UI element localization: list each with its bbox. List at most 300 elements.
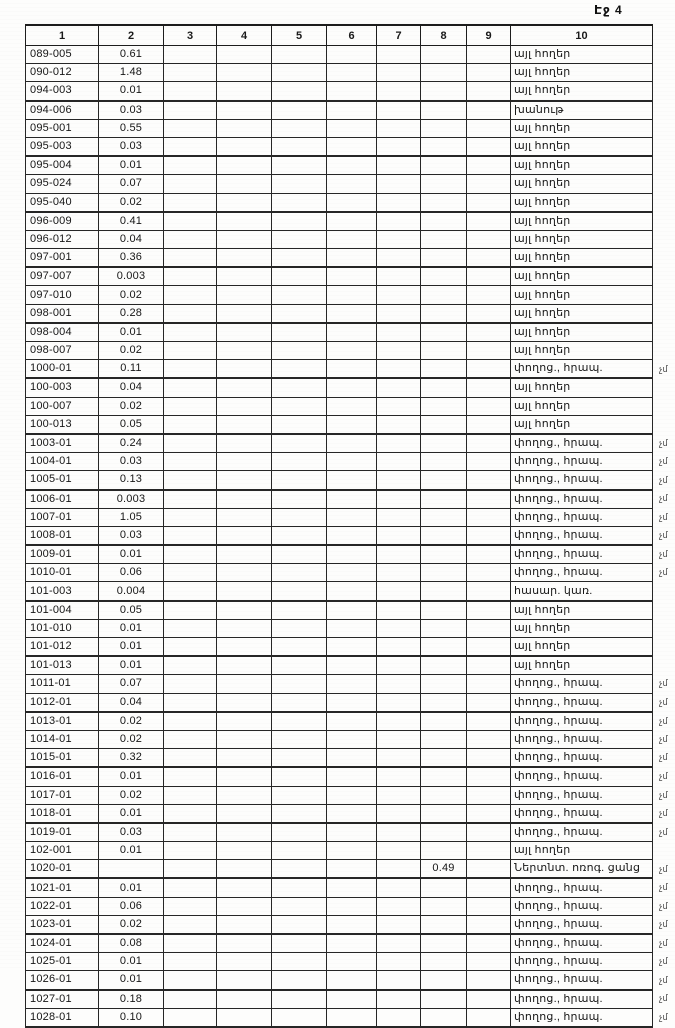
- empty-cell: [217, 471, 272, 490]
- empty-cell: [327, 526, 377, 545]
- land-use-cell: փողոց., հրապ.: [511, 767, 653, 786]
- area-value-cell: 0.01: [99, 82, 164, 101]
- area-value-cell: 0.03: [99, 823, 164, 842]
- empty-cell: [217, 193, 272, 212]
- table-row: [26, 397, 675, 415]
- margin-mark: [653, 378, 675, 397]
- empty-cell: [217, 378, 272, 397]
- area-value-cell: 0.01: [99, 842, 164, 860]
- empty-cell: [164, 564, 217, 582]
- margin-mark: [653, 64, 675, 82]
- empty-cell: [164, 823, 217, 842]
- col8-value-cell: [421, 693, 467, 712]
- col8-value-cell: [421, 378, 467, 397]
- empty-cell: [327, 378, 377, 397]
- empty-cell: [377, 286, 421, 304]
- empty-cell: [164, 360, 217, 379]
- empty-cell: [272, 415, 327, 434]
- empty-cell: [327, 230, 377, 248]
- empty-cell: [272, 360, 327, 379]
- empty-cell: [327, 953, 377, 971]
- empty-cell: [164, 878, 217, 897]
- empty-cell: [272, 971, 327, 990]
- area-value-cell: 0.02: [99, 397, 164, 415]
- land-use-cell: փողոց., հրապ.: [511, 915, 653, 934]
- margin-mark: [653, 82, 675, 101]
- empty-cell: [272, 878, 327, 897]
- parcel-code-cell: 095-024: [26, 175, 99, 193]
- empty-cell: [217, 842, 272, 860]
- empty-cell: [272, 175, 327, 193]
- empty-cell: [217, 508, 272, 526]
- parcel-code-cell: 095-003: [26, 137, 99, 156]
- empty-cell: [164, 804, 217, 823]
- empty-cell: [217, 878, 272, 897]
- parcel-code-cell: 094-006: [26, 101, 99, 120]
- empty-cell: [164, 342, 217, 360]
- empty-cell: [217, 82, 272, 101]
- empty-cell: [217, 64, 272, 82]
- land-use-cell: այլ հողեր: [511, 212, 653, 231]
- empty-cell: [217, 415, 272, 434]
- empty-cell: [327, 786, 377, 804]
- parcel-code-cell: 097-007: [26, 267, 99, 286]
- area-value-cell: 0.03: [99, 526, 164, 545]
- empty-cell: [377, 119, 421, 137]
- empty-cell: [467, 508, 511, 526]
- table-row: [26, 786, 675, 804]
- margin-mark: չմ: [659, 919, 668, 930]
- empty-cell: [467, 230, 511, 248]
- empty-cell: [327, 878, 377, 897]
- land-use-cell: փողոց., հրապ.: [511, 564, 653, 582]
- table-row: [26, 638, 675, 657]
- empty-cell: [377, 230, 421, 248]
- empty-cell: [272, 230, 327, 248]
- margin-mark: չմ: [659, 789, 668, 800]
- empty-cell: [327, 156, 377, 175]
- area-value-cell: 0.01: [99, 619, 164, 637]
- land-use-cell: փողոց., հրապ.: [511, 878, 653, 897]
- empty-cell: [164, 842, 217, 860]
- margin-mark: [653, 267, 675, 286]
- empty-cell: [327, 601, 377, 620]
- empty-cell: [467, 915, 511, 934]
- empty-cell: [377, 360, 421, 379]
- empty-cell: [377, 878, 421, 897]
- empty-cell: [467, 878, 511, 897]
- empty-cell: [327, 212, 377, 231]
- empty-cell: [164, 582, 217, 601]
- empty-cell: [164, 656, 217, 675]
- margin-mark: չմ: [659, 882, 668, 893]
- col8-value-cell: 0.49: [421, 860, 467, 879]
- table-row: [26, 193, 675, 212]
- empty-cell: [164, 175, 217, 193]
- empty-cell: [272, 786, 327, 804]
- empty-cell: [377, 730, 421, 748]
- col8-value-cell: [421, 137, 467, 156]
- col8-value-cell: [421, 434, 467, 453]
- empty-cell: [467, 842, 511, 860]
- area-value-cell: 0.13: [99, 471, 164, 490]
- col8-value-cell: [421, 712, 467, 731]
- area-value-cell: 0.02: [99, 286, 164, 304]
- table-row: [26, 137, 675, 156]
- parcel-code-cell: 1015-01: [26, 749, 99, 768]
- margin-mark: [653, 601, 675, 620]
- empty-cell: [467, 526, 511, 545]
- empty-cell: [217, 749, 272, 768]
- empty-cell: [377, 471, 421, 490]
- table-row: [26, 767, 675, 786]
- area-value-cell: 0.01: [99, 545, 164, 564]
- area-value-cell: 0.02: [99, 193, 164, 212]
- empty-cell: [377, 212, 421, 231]
- column-header-1: 1: [26, 25, 99, 46]
- margin-mark: չմ: [659, 1012, 668, 1023]
- empty-cell: [377, 453, 421, 471]
- empty-cell: [272, 397, 327, 415]
- table-row: [26, 564, 675, 582]
- margin-mark: չմ: [659, 530, 668, 541]
- land-use-cell: փողոց., հրապ.: [511, 508, 653, 526]
- empty-cell: [217, 304, 272, 323]
- empty-cell: [217, 730, 272, 748]
- empty-cell: [467, 545, 511, 564]
- margin-mark: չմ: [659, 956, 668, 967]
- empty-cell: [217, 156, 272, 175]
- empty-cell: [467, 212, 511, 231]
- area-value-cell: 0.11: [99, 360, 164, 379]
- empty-cell: [272, 693, 327, 712]
- empty-cell: [272, 804, 327, 823]
- empty-cell: [327, 675, 377, 693]
- table-row: [26, 342, 675, 360]
- empty-cell: [467, 415, 511, 434]
- col8-value-cell: [421, 156, 467, 175]
- empty-cell: [164, 619, 217, 637]
- parcel-code-cell: 1009-01: [26, 545, 99, 564]
- empty-cell: [467, 730, 511, 748]
- area-value-cell: 0.01: [99, 156, 164, 175]
- parcel-code-cell: 1005-01: [26, 471, 99, 490]
- empty-cell: [164, 323, 217, 342]
- col8-value-cell: [421, 323, 467, 342]
- empty-cell: [377, 137, 421, 156]
- table-row: [26, 675, 675, 693]
- empty-cell: [327, 915, 377, 934]
- table-row: [26, 601, 675, 620]
- empty-cell: [327, 249, 377, 268]
- empty-cell: [217, 786, 272, 804]
- empty-cell: [467, 119, 511, 137]
- land-use-cell: Ներտնտ. ոռոգ. ցանց: [511, 860, 653, 879]
- land-use-cell: այլ հողեր: [511, 601, 653, 620]
- area-value-cell: 0.02: [99, 730, 164, 748]
- table-row: [26, 971, 675, 990]
- area-value-cell: 0.18: [99, 990, 164, 1009]
- area-value-cell: 0.004: [99, 582, 164, 601]
- empty-cell: [272, 156, 327, 175]
- empty-cell: [467, 619, 511, 637]
- empty-cell: [164, 101, 217, 120]
- empty-cell: [272, 212, 327, 231]
- parcel-code-cell: 1021-01: [26, 878, 99, 897]
- empty-cell: [467, 193, 511, 212]
- empty-cell: [164, 860, 217, 879]
- area-value-cell: 0.04: [99, 693, 164, 712]
- empty-cell: [217, 990, 272, 1009]
- table-header-row: [26, 25, 675, 46]
- column-header-7: 7: [377, 25, 421, 46]
- empty-cell: [272, 267, 327, 286]
- empty-cell: [467, 601, 511, 620]
- col8-value-cell: [421, 64, 467, 82]
- table-row: [26, 471, 675, 490]
- parcel-code-cell: 1006-01: [26, 490, 99, 509]
- col8-value-cell: [421, 934, 467, 953]
- empty-cell: [217, 323, 272, 342]
- empty-cell: [272, 82, 327, 101]
- empty-cell: [272, 990, 327, 1009]
- margin-mark: չմ: [659, 937, 668, 948]
- margin-mark: [653, 249, 675, 268]
- column-header-6: 6: [327, 25, 377, 46]
- empty-cell: [467, 767, 511, 786]
- empty-cell: [377, 842, 421, 860]
- empty-cell: [217, 360, 272, 379]
- empty-cell: [377, 767, 421, 786]
- empty-cell: [327, 842, 377, 860]
- table-row: [26, 1008, 675, 1027]
- area-value-cell: 0.04: [99, 378, 164, 397]
- empty-cell: [272, 767, 327, 786]
- parcel-code-cell: 1017-01: [26, 786, 99, 804]
- area-value-cell: 0.06: [99, 897, 164, 915]
- parcel-code-cell: 100-003: [26, 378, 99, 397]
- parcel-code-cell: 1013-01: [26, 712, 99, 731]
- land-use-cell: փողոց., հրապ.: [511, 675, 653, 693]
- empty-cell: [272, 378, 327, 397]
- col8-value-cell: [421, 267, 467, 286]
- parcel-code-cell: 1003-01: [26, 434, 99, 453]
- col8-value-cell: [421, 730, 467, 748]
- empty-cell: [217, 453, 272, 471]
- empty-cell: [377, 564, 421, 582]
- margin-mark: չմ: [659, 771, 668, 782]
- parcel-code-cell: 1018-01: [26, 804, 99, 823]
- empty-cell: [467, 1008, 511, 1027]
- area-value-cell: 0.41: [99, 212, 164, 231]
- table-row: [26, 860, 675, 879]
- margin-mark: [653, 342, 675, 360]
- empty-cell: [217, 601, 272, 620]
- area-value-cell: 0.01: [99, 878, 164, 897]
- col8-value-cell: [421, 230, 467, 248]
- land-use-cell: այլ հողեր: [511, 304, 653, 323]
- empty-cell: [272, 823, 327, 842]
- margin-mark: [653, 286, 675, 304]
- parcel-code-cell: 090-012: [26, 64, 99, 82]
- land-use-cell: փողոց., հրապ.: [511, 990, 653, 1009]
- land-use-cell: այլ հողեր: [511, 175, 653, 193]
- empty-cell: [217, 212, 272, 231]
- empty-cell: [327, 453, 377, 471]
- table-row: [26, 119, 675, 137]
- empty-cell: [164, 193, 217, 212]
- margin-mark: չմ: [659, 752, 668, 763]
- area-value-cell: 0.01: [99, 638, 164, 657]
- empty-cell: [272, 137, 327, 156]
- empty-cell: [377, 64, 421, 82]
- land-use-cell: այլ հողեր: [511, 82, 653, 101]
- empty-cell: [327, 415, 377, 434]
- land-use-cell: փողոց., հրապ.: [511, 1008, 653, 1027]
- empty-cell: [272, 304, 327, 323]
- parcel-code-cell: 098-007: [26, 342, 99, 360]
- empty-cell: [217, 712, 272, 731]
- area-value-cell: 0.01: [99, 971, 164, 990]
- empty-cell: [327, 545, 377, 564]
- margin-mark: չմ: [659, 808, 668, 819]
- empty-cell: [327, 471, 377, 490]
- col8-value-cell: [421, 656, 467, 675]
- area-value-cell: 0.05: [99, 415, 164, 434]
- area-value-cell: 0.24: [99, 434, 164, 453]
- col8-value-cell: [421, 415, 467, 434]
- page-number-label: Էջ 4: [594, 3, 623, 17]
- land-use-cell: փողոց., հրապ.: [511, 360, 653, 379]
- empty-cell: [164, 378, 217, 397]
- land-use-cell: այլ հողեր: [511, 378, 653, 397]
- margin-mark: [653, 230, 675, 248]
- column-header-4: 4: [217, 25, 272, 46]
- area-value-cell: 0.003: [99, 267, 164, 286]
- parcel-code-cell: 1012-01: [26, 693, 99, 712]
- empty-cell: [217, 1008, 272, 1027]
- empty-cell: [467, 360, 511, 379]
- land-use-cell: այլ հողեր: [511, 230, 653, 248]
- empty-cell: [164, 1008, 217, 1027]
- empty-cell: [377, 582, 421, 601]
- empty-cell: [272, 490, 327, 509]
- empty-cell: [217, 230, 272, 248]
- parcel-code-cell: 1028-01: [26, 1008, 99, 1027]
- empty-cell: [217, 582, 272, 601]
- empty-cell: [164, 156, 217, 175]
- empty-cell: [272, 46, 327, 64]
- parcel-code-cell: 095-040: [26, 193, 99, 212]
- empty-cell: [217, 342, 272, 360]
- parcel-code-cell: 1019-01: [26, 823, 99, 842]
- col8-value-cell: [421, 286, 467, 304]
- land-use-cell: փողոց., հրապ.: [511, 749, 653, 768]
- empty-cell: [467, 934, 511, 953]
- empty-cell: [164, 712, 217, 731]
- margin-mark: չմ: [659, 474, 668, 485]
- margin-mark: չմ: [659, 548, 668, 559]
- table-row: [26, 990, 675, 1009]
- data-table: [25, 24, 675, 1028]
- parcel-code-cell: 1023-01: [26, 915, 99, 934]
- col8-value-cell: [421, 526, 467, 545]
- table-row: [26, 378, 675, 397]
- empty-cell: [164, 212, 217, 231]
- parcel-code-cell: 1011-01: [26, 675, 99, 693]
- empty-cell: [327, 82, 377, 101]
- table-row: [26, 64, 675, 82]
- empty-cell: [217, 675, 272, 693]
- col8-value-cell: [421, 971, 467, 990]
- col8-value-cell: [421, 953, 467, 971]
- empty-cell: [327, 267, 377, 286]
- area-value-cell: 1.48: [99, 64, 164, 82]
- empty-cell: [377, 82, 421, 101]
- empty-cell: [467, 397, 511, 415]
- empty-cell: [272, 453, 327, 471]
- empty-cell: [377, 193, 421, 212]
- empty-cell: [217, 860, 272, 879]
- table-row: [26, 823, 675, 842]
- empty-cell: [272, 471, 327, 490]
- table-row: [26, 434, 675, 453]
- parcel-code-cell: 097-010: [26, 286, 99, 304]
- empty-cell: [272, 915, 327, 934]
- parcel-code-cell: 094-003: [26, 82, 99, 101]
- col8-value-cell: [421, 823, 467, 842]
- empty-cell: [164, 990, 217, 1009]
- table-row: [26, 323, 675, 342]
- empty-cell: [164, 267, 217, 286]
- area-value-cell: 0.003: [99, 490, 164, 509]
- parcel-code-cell: 101-004: [26, 601, 99, 620]
- empty-cell: [467, 82, 511, 101]
- margin-mark: չմ: [659, 511, 668, 522]
- empty-cell: [164, 137, 217, 156]
- land-use-cell: այլ հողեր: [511, 119, 653, 137]
- empty-cell: [467, 693, 511, 712]
- land-use-cell: փողոց., հրապ.: [511, 526, 653, 545]
- margin-mark: [653, 101, 675, 120]
- empty-cell: [467, 175, 511, 193]
- empty-cell: [272, 953, 327, 971]
- margin-mark: [653, 212, 675, 231]
- area-value-cell: 0.55: [99, 119, 164, 137]
- empty-cell: [272, 323, 327, 342]
- empty-cell: [217, 767, 272, 786]
- empty-cell: [327, 823, 377, 842]
- col8-value-cell: [421, 897, 467, 915]
- empty-cell: [217, 545, 272, 564]
- empty-cell: [327, 434, 377, 453]
- empty-cell: [272, 860, 327, 879]
- table-row: [26, 249, 675, 268]
- margin-mark: [653, 46, 675, 64]
- area-value-cell: 0.02: [99, 342, 164, 360]
- empty-cell: [164, 490, 217, 509]
- table-row: [26, 415, 675, 434]
- col8-value-cell: [421, 878, 467, 897]
- empty-cell: [164, 934, 217, 953]
- parcel-code-cell: 1016-01: [26, 767, 99, 786]
- empty-cell: [217, 934, 272, 953]
- margin-mark: [653, 415, 675, 434]
- column-header-3: 3: [164, 25, 217, 46]
- land-use-cell: փողոց., հրապ.: [511, 453, 653, 471]
- table-row: [26, 212, 675, 231]
- col8-value-cell: [421, 804, 467, 823]
